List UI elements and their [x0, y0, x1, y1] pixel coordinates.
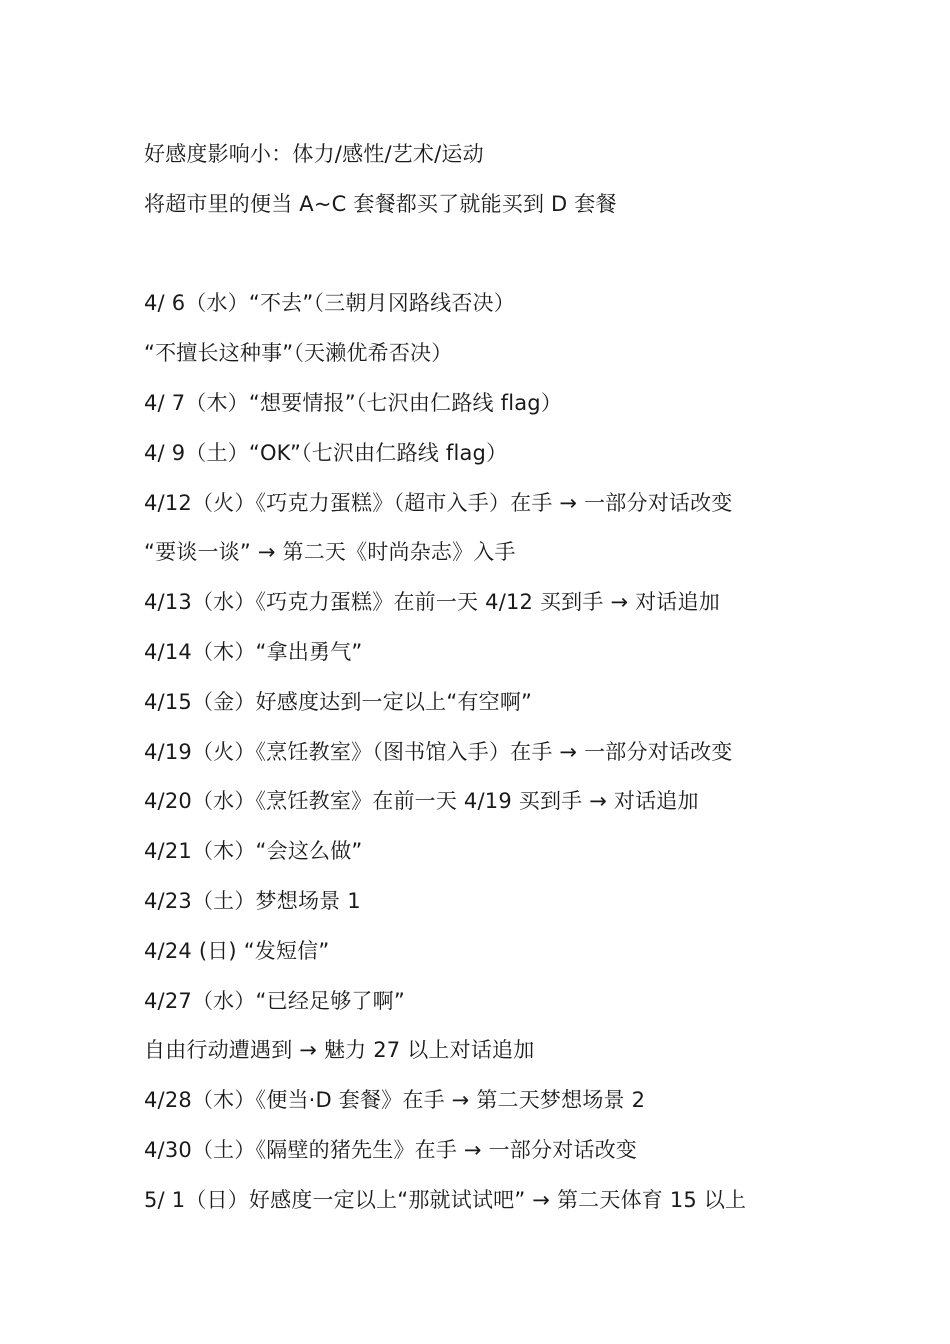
- entry-line: 4/28（木）《便当·D 套餐》在手 → 第二天梦想场景 2: [144, 1088, 646, 1113]
- entry-line: 4/12（火）《巧克力蛋糕》（超市入手）在手 → 一部分对话改变: [144, 490, 733, 515]
- intro-line-bento: 将超市里的便当 A~C 套餐都买了就能买到 D 套餐: [144, 191, 617, 216]
- entry-line: 4/ 6（水）“不去”（三朝月冈路线否决）: [144, 291, 515, 316]
- entry-line: 自由行动遭遇到 → 魅力 27 以上对话追加: [144, 1038, 535, 1063]
- entry-line: 4/ 7（木）“想要情报”（七沢由仁路线 flag）: [144, 390, 563, 415]
- entry-line: 4/24 (日) “发短信”: [144, 938, 330, 963]
- entry-line: 4/19（火）《烹饪教室》（图书馆入手）在手 → 一部分对话改变: [144, 739, 733, 764]
- entry-line: 4/13（水）《巧克力蛋糕》在前一天 4/12 买到手 → 对话追加: [144, 590, 720, 615]
- entry-line: 5/ 1（日）好感度一定以上“那就试试吧” → 第二天体育 15 以上: [144, 1187, 747, 1212]
- intro-line-affection: 好感度影响小：体力/感性/艺术/运动: [144, 142, 484, 166]
- entry-line: 4/30（土）《隔壁的猪先生》在手 → 一部分对话改变: [144, 1137, 638, 1162]
- entry-line: “不擅长这种事”（天濑优希否决）: [144, 341, 453, 366]
- entry-line: 4/21（木）“会这么做”: [144, 839, 363, 864]
- document-body: [144, 130, 844, 1226]
- entry-line: 4/23（土）梦想场景 1: [144, 888, 361, 913]
- entry-line: 4/15（金）好感度达到一定以上“有空啊”: [144, 689, 533, 714]
- entry-line: 4/20（水）《烹饪教室》在前一天 4/19 买到手 → 对话追加: [144, 789, 699, 814]
- entry-line: 4/14（木）“拿出勇气”: [144, 639, 363, 664]
- entry-line: 4/ 9（土）“OK”（七沢由仁路线 flag）: [144, 440, 508, 465]
- entry-line: “要谈一谈” → 第二天《时尚杂志》入手: [144, 540, 516, 565]
- entry-line: 4/27（水）“已经足够了啊”: [144, 988, 405, 1013]
- paragraph-gap: [144, 230, 844, 280]
